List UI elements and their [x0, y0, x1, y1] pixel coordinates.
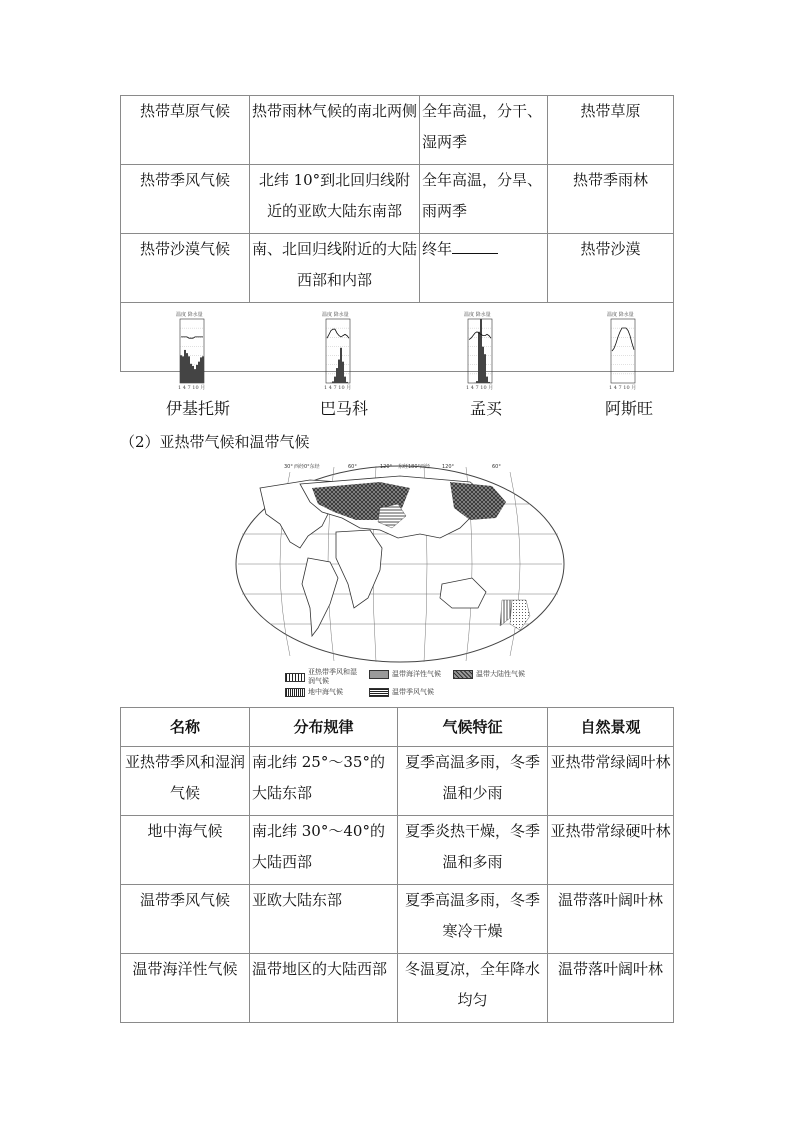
- climate-name: 热带季风气候: [121, 165, 250, 234]
- world-climate-map: [230, 458, 570, 666]
- table-row: [121, 954, 674, 1023]
- table-row: [121, 234, 674, 303]
- precip-bar: [184, 350, 186, 383]
- subtropical-temperate-table: [120, 707, 674, 1023]
- legend-swatch: [285, 673, 305, 682]
- precip-bar: [186, 353, 188, 383]
- climate-features: 全年高温，分旱、雨两季: [420, 165, 548, 234]
- precip-bar: [202, 356, 204, 383]
- legend-swatch: [369, 670, 389, 679]
- section-title: （2）亚热带气候和温带气候: [120, 433, 310, 451]
- precip-bar: [484, 354, 486, 383]
- column-header: 气候特征: [398, 708, 548, 747]
- axis-title: 温度 降水量: [464, 312, 491, 318]
- precip-bar: [488, 382, 490, 383]
- climate-distribution: 南、北回归线附近的大陆西部和内部: [250, 234, 420, 303]
- table-row: [121, 747, 674, 816]
- climate-distribution: 热带雨林气候的南北两侧: [250, 96, 420, 165]
- precip-bar: [194, 369, 196, 383]
- axis-months: 1 4 7 10 月: [466, 385, 494, 391]
- climate-features: [420, 234, 548, 303]
- climate-name: 温带海洋性气候: [121, 954, 250, 1023]
- longitude-label: 120°: [442, 464, 455, 470]
- precip-bar: [188, 356, 190, 383]
- longitude-label: 60°: [492, 464, 501, 470]
- climate-name: 热带沙漠气候: [121, 234, 250, 303]
- legend-item: [285, 688, 343, 697]
- station-name: 巴马科: [319, 399, 368, 418]
- climate-name: 地中海气候: [121, 816, 250, 885]
- temperature-line: [181, 337, 203, 338]
- natural-landscape: 温带落叶阔叶林: [548, 885, 674, 954]
- precip-bar: [476, 381, 478, 383]
- longitude-label: 120°: [380, 464, 393, 470]
- legend-item: [369, 688, 434, 697]
- legend-label: 温带大陆性气候: [476, 670, 525, 678]
- precip-bar: [192, 366, 194, 383]
- climate-features: 夏季炎热干燥，冬季温和多雨: [398, 816, 548, 885]
- station-name: 孟买: [469, 399, 502, 418]
- precip-bar: [180, 355, 182, 383]
- axis-months: 1 4 7 10 月: [324, 385, 352, 391]
- longitude-label: 60°: [348, 464, 357, 470]
- column-header: 自然景观: [548, 708, 674, 747]
- natural-landscape: 温带落叶阔叶林: [548, 954, 674, 1023]
- legend-label: 温带海洋性气候: [392, 670, 441, 678]
- precip-bar: [486, 377, 488, 383]
- climate-name: 亚热带季风和湿润气候: [121, 747, 250, 816]
- legend-label: 亚热带季风和湿润气候: [308, 668, 357, 685]
- chart-frame: [611, 319, 635, 383]
- natural-landscape: 亚热带常绿阔叶林: [548, 747, 674, 816]
- axis-title: 温度 降水量: [176, 312, 203, 318]
- precip-bar: [478, 332, 480, 383]
- precip-bar: [480, 319, 482, 383]
- legend-swatch: [369, 688, 389, 697]
- climate-distribution: 南北纬 30°～40°的大陆西部: [250, 816, 398, 885]
- table-row: [121, 165, 674, 234]
- features-text: 终年: [422, 240, 453, 258]
- table-row: [121, 816, 674, 885]
- axis-months: 1 4 7 10 月: [178, 385, 206, 391]
- climate-charts-cell: [121, 303, 674, 418]
- legend-item: [369, 670, 441, 679]
- climate-distribution: 亚欧大陆东部: [250, 885, 398, 954]
- legend-swatch: [285, 688, 305, 697]
- precip-bar: [346, 382, 348, 383]
- natural-landscape: 热带草原: [548, 96, 674, 165]
- climate-distribution: 温带地区的大陆西部: [250, 954, 398, 1023]
- precip-bar: [182, 356, 184, 383]
- climate-distribution: 北纬 10°到北回归线附近的亚欧大陆东南部: [250, 165, 420, 234]
- precip-bar: [196, 365, 198, 383]
- tropical-climate-table: [120, 95, 674, 418]
- column-header: 分布规律: [250, 708, 398, 747]
- column-header: 名称: [121, 708, 250, 747]
- axis-title: 温度 降水量: [607, 312, 634, 318]
- precip-bar: [344, 377, 346, 383]
- station-name: 伊基托斯: [165, 399, 230, 418]
- precip-bar: [338, 360, 340, 383]
- climate-name: 热带草原气候: [121, 96, 250, 165]
- legend-label: 温带季风气候: [392, 688, 434, 696]
- natural-landscape: 亚热带常绿硬叶林: [548, 816, 674, 885]
- climate-distribution: 南北纬 25°～35°的大陆东部: [250, 747, 398, 816]
- station-name: 阿斯旺: [604, 399, 653, 418]
- map-legend: [285, 668, 545, 698]
- precip-bar: [190, 364, 192, 383]
- temperature-line: [327, 329, 349, 338]
- precip-bar: [200, 357, 202, 383]
- table-row: [121, 885, 674, 954]
- climate-name: 温带季风气候: [121, 885, 250, 954]
- legend-label: 地中海气候: [308, 688, 343, 696]
- precip-bar: [340, 348, 342, 383]
- longitude-label: 东经180°西经: [398, 464, 431, 470]
- temperature-line: [612, 328, 634, 351]
- axis-title: 温度 降水量: [322, 312, 349, 318]
- climate-features: 冬温夏凉，全年降水均匀: [398, 954, 548, 1023]
- natural-landscape: 热带沙漠: [548, 234, 674, 303]
- precip-bar: [332, 381, 334, 383]
- answer-blank[interactable]: [452, 235, 498, 254]
- precip-bar: [482, 347, 484, 383]
- longitude-label: 30°: [284, 464, 293, 470]
- legend-item: [285, 668, 358, 686]
- climate-charts-row: [121, 303, 674, 372]
- climate-features: 夏季高温多雨，冬季温和少雨: [398, 747, 548, 816]
- precip-bar: [336, 368, 338, 383]
- table-row: [121, 96, 674, 165]
- climate-features: 夏季高温多雨，冬季寒冷干燥: [398, 885, 548, 954]
- precip-bar: [198, 362, 200, 383]
- longitude-label: 西经0°东经: [294, 464, 320, 470]
- axis-months: 1 4 7 10 月: [609, 385, 637, 391]
- climate-features: 全年高温，分干、湿两季: [420, 96, 548, 165]
- natural-landscape: 热带季雨林: [548, 165, 674, 234]
- precip-bar: [334, 377, 336, 383]
- legend-item: [453, 670, 525, 679]
- legend-swatch: [453, 670, 473, 679]
- table-header-row: [121, 708, 674, 747]
- precip-bar: [342, 362, 344, 383]
